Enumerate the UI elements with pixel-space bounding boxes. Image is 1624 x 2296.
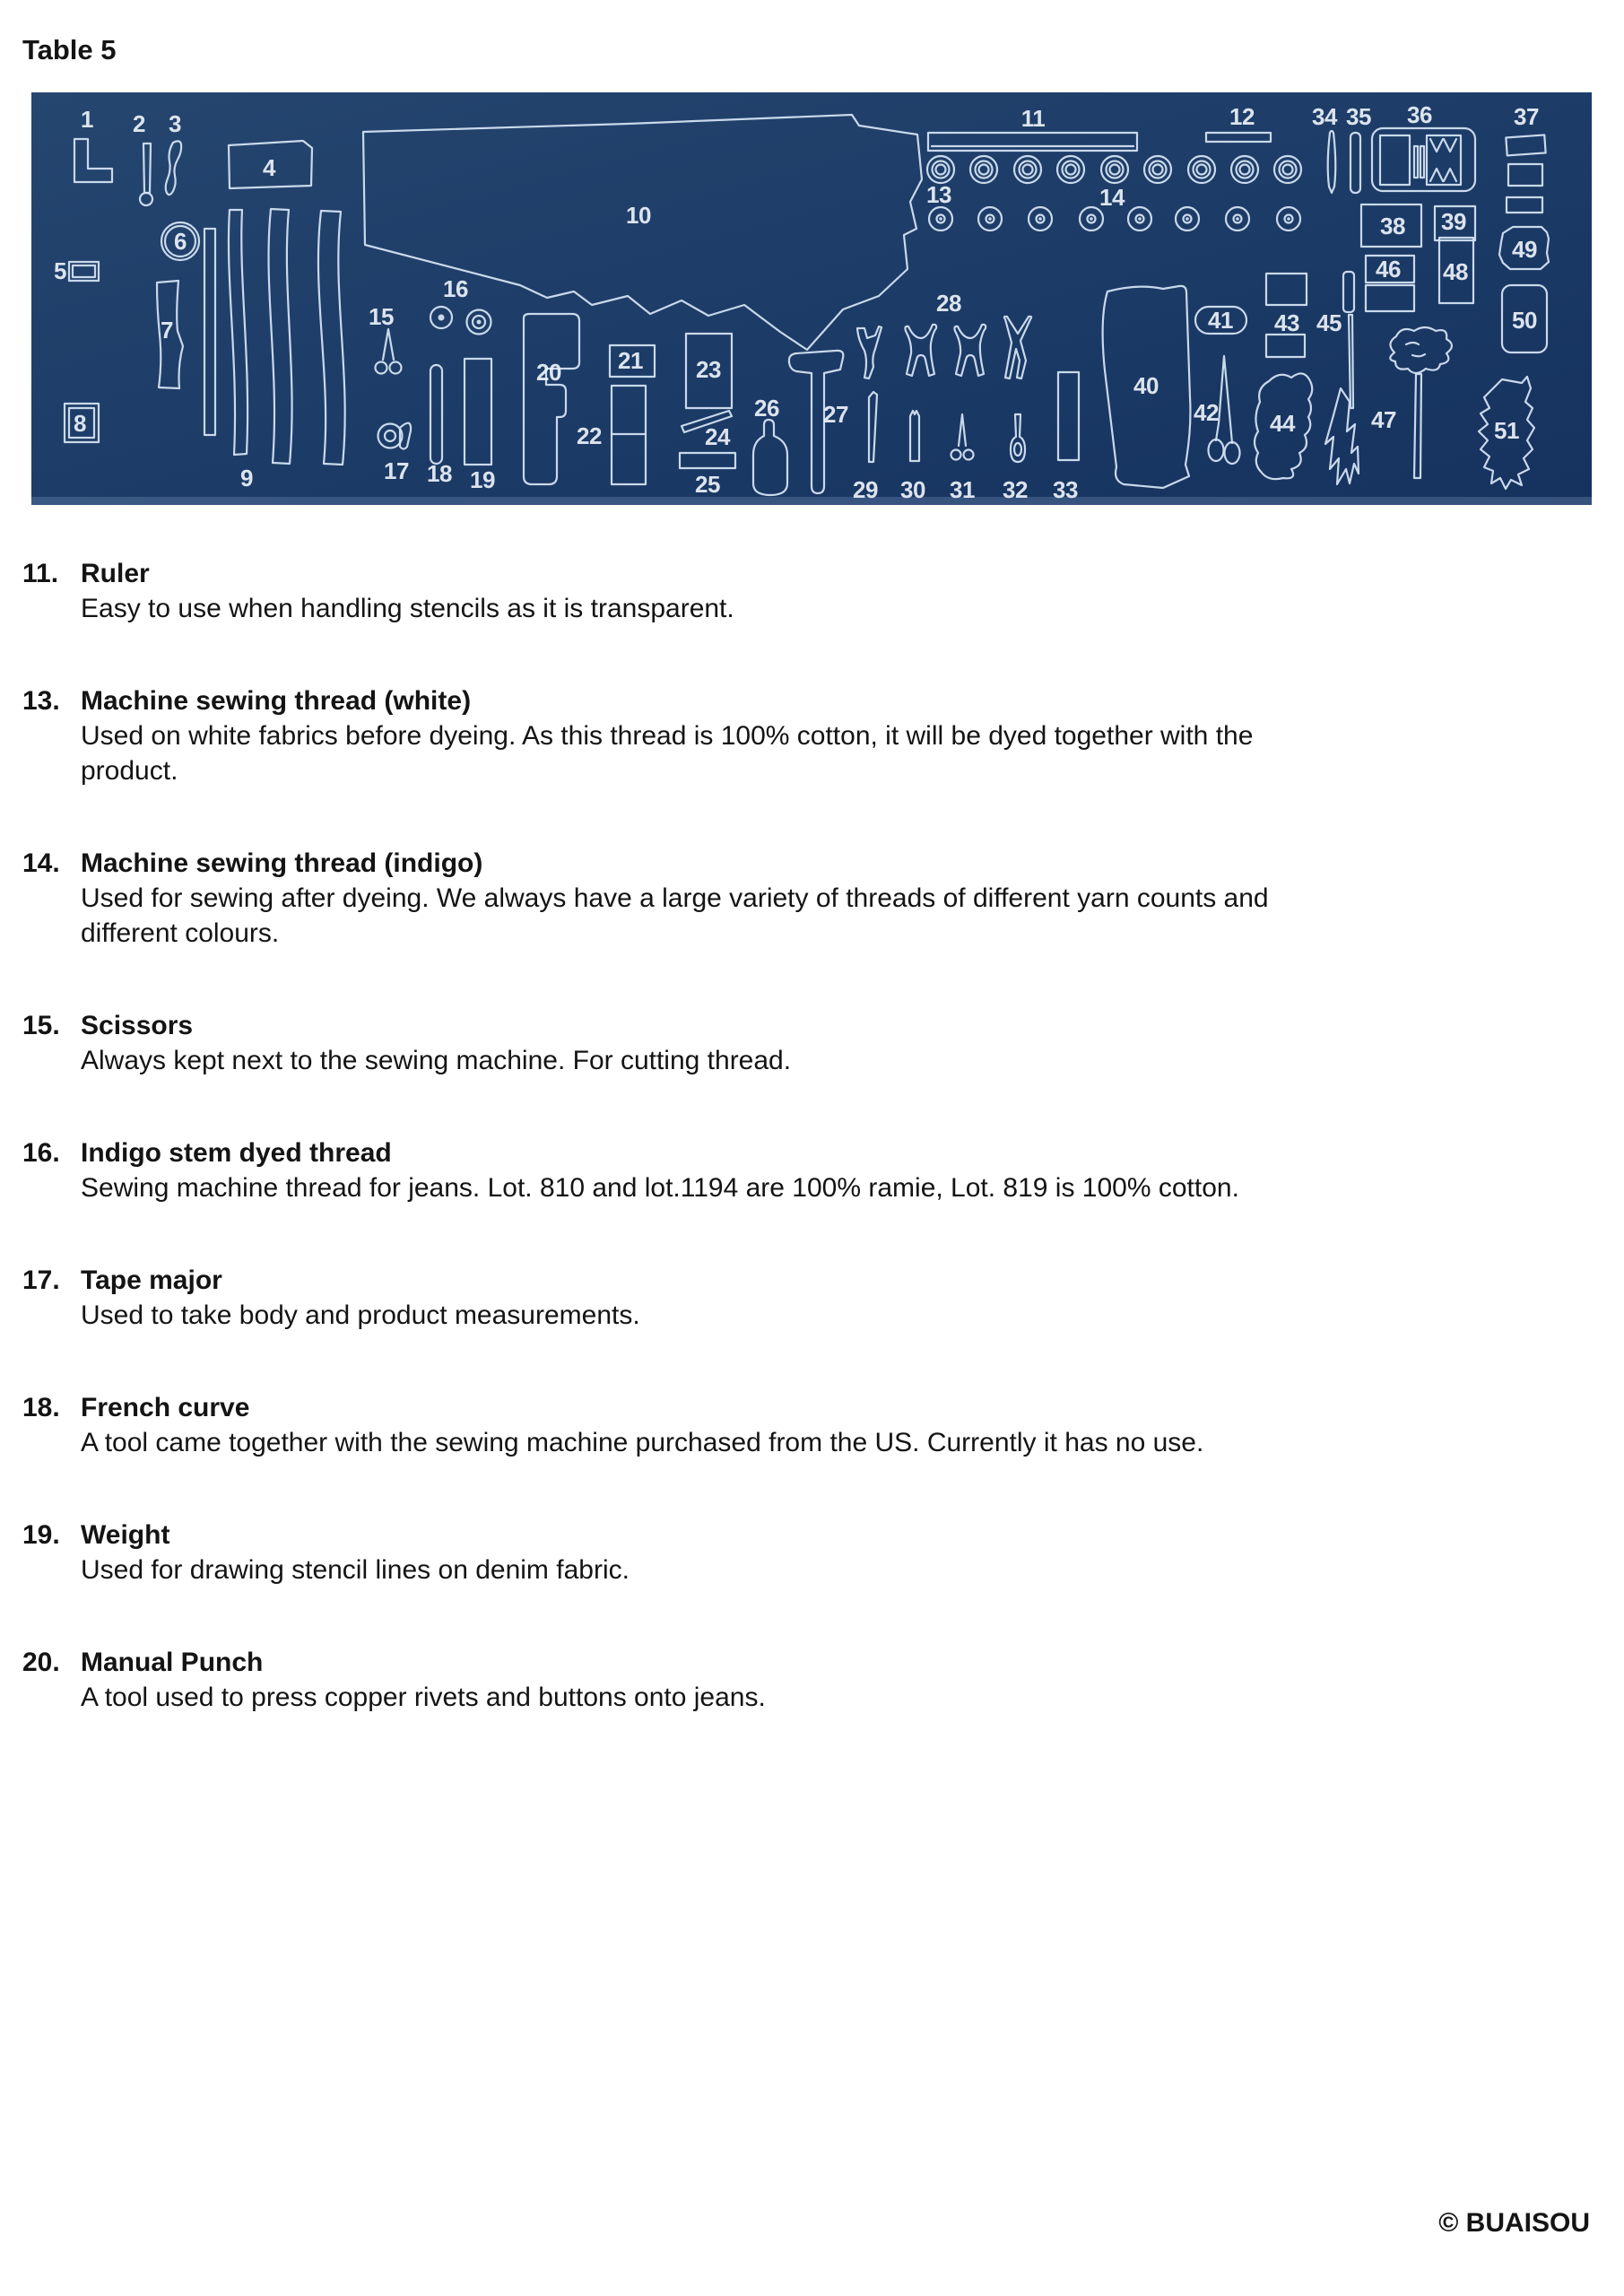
item-description: A tool used to press copper rivets and buttons onto jeans. xyxy=(81,1683,766,1712)
blueprint-figure xyxy=(31,92,1592,505)
figure-label-10: 10 xyxy=(626,202,651,229)
figure-label-37: 37 xyxy=(1514,103,1539,130)
item-number: 15. xyxy=(22,1011,60,1040)
figure-label-19: 19 xyxy=(470,466,495,493)
item-number: 19. xyxy=(22,1520,60,1550)
item-title: Weight xyxy=(81,1520,170,1550)
figure-label-31: 31 xyxy=(950,476,975,503)
item-description: Easy to use when handling stencils as it is transparent. xyxy=(81,594,734,623)
figure-label-45: 45 xyxy=(1316,309,1342,336)
figure-label-40: 40 xyxy=(1133,372,1159,399)
figure-label-29: 29 xyxy=(853,476,878,503)
item-description: Used for drawing stencil lines on denim fabric. xyxy=(81,1555,630,1585)
figure-label-12: 12 xyxy=(1229,103,1255,130)
figure-label-26: 26 xyxy=(754,395,779,422)
figure-label-51: 51 xyxy=(1494,417,1519,444)
figure-label-1: 1 xyxy=(81,106,93,133)
figure-label-2: 2 xyxy=(133,110,145,137)
figure-label-35: 35 xyxy=(1346,103,1371,130)
list-item xyxy=(22,1263,1403,1333)
item-number: 11. xyxy=(22,559,59,588)
figure-label-46: 46 xyxy=(1376,256,1401,283)
figure-label-36: 36 xyxy=(1407,101,1432,128)
figure-label-17: 17 xyxy=(384,457,409,484)
figure-label-5: 5 xyxy=(54,257,66,284)
figure-label-38: 38 xyxy=(1380,213,1405,239)
figure-label-20: 20 xyxy=(536,359,561,386)
item-number: 13. xyxy=(22,686,60,716)
figure-label-49: 49 xyxy=(1512,236,1537,263)
list-item xyxy=(22,1135,1403,1205)
cloth-bottom-edge xyxy=(31,497,1592,505)
item-description: Used for sewing after dyeing. We always have a large variety of threads of different yarn counts and different colours. xyxy=(81,883,1269,948)
figure-label-50: 50 xyxy=(1512,307,1537,334)
figure-label-39: 39 xyxy=(1441,208,1466,235)
item-title: Manual Punch xyxy=(81,1648,264,1677)
figure-label-33: 33 xyxy=(1053,476,1078,503)
item-title: French curve xyxy=(81,1393,250,1422)
item-number: 20. xyxy=(22,1648,60,1677)
figure-label-11: 11 xyxy=(1020,105,1046,132)
figure-label-14: 14 xyxy=(1099,184,1125,211)
figure-label-44: 44 xyxy=(1270,410,1295,437)
figure-label-24: 24 xyxy=(705,423,730,450)
figure-label-34: 34 xyxy=(1312,103,1337,130)
item-number: 14. xyxy=(22,848,60,878)
figure-label-15: 15 xyxy=(369,303,394,330)
figure-label-25: 25 xyxy=(695,471,720,498)
item-number: 17. xyxy=(22,1265,60,1295)
figure-label-27: 27 xyxy=(823,401,848,428)
figure-label-9: 9 xyxy=(240,465,253,491)
item-title: Indigo stem dyed thread xyxy=(81,1138,392,1168)
item-description: Always kept next to the sewing machine. For cutting thread. xyxy=(81,1046,792,1075)
figure-label-22: 22 xyxy=(577,422,602,449)
figure-label-42: 42 xyxy=(1194,399,1219,426)
item-title: Machine sewing thread (white) xyxy=(81,686,472,716)
item-description: A tool came together with the sewing machine purchased from the US. Currently it has no use. xyxy=(81,1428,1204,1457)
item-description: Sewing machine thread for jeans. Lot. 810 and lot.1194 are 100% ramie, Lot. 819 is 100% cotton. xyxy=(81,1173,1239,1203)
figure-label-32: 32 xyxy=(1003,476,1028,503)
figure-label-6: 6 xyxy=(174,228,187,255)
item-title: Scissors xyxy=(81,1011,194,1040)
item-description: Used on white fabrics before dyeing. As this thread is 100% cotton, it will be dyed together with the product. xyxy=(81,721,1254,786)
figure-label-30: 30 xyxy=(900,476,925,503)
item-description: Used to take body and product measurements. xyxy=(81,1300,640,1330)
figure-label-21: 21 xyxy=(618,347,643,374)
figure-label-48: 48 xyxy=(1443,258,1468,285)
figure-label-43: 43 xyxy=(1274,309,1299,336)
item-title: Ruler xyxy=(81,559,150,588)
figure-label-16: 16 xyxy=(443,275,468,302)
figure-label-23: 23 xyxy=(696,356,721,383)
list-item xyxy=(22,683,1403,788)
figure-label-4: 4 xyxy=(263,154,275,181)
list-item xyxy=(22,1390,1403,1460)
figure-label-18: 18 xyxy=(427,460,452,487)
figure-label-8: 8 xyxy=(74,410,86,437)
list-item xyxy=(22,1645,1403,1715)
list-item xyxy=(22,1518,1403,1587)
figure-label-28: 28 xyxy=(936,290,961,317)
item-number: 16. xyxy=(22,1138,60,1168)
item-title: Machine sewing thread (indigo) xyxy=(81,848,483,878)
page-title: Table 5 xyxy=(22,34,117,65)
list-item xyxy=(22,1008,1403,1078)
list-item xyxy=(22,846,1403,951)
figure-label-41: 41 xyxy=(1208,307,1233,334)
figure-label-13: 13 xyxy=(926,181,951,208)
list-item xyxy=(22,556,1403,626)
figure-label-47: 47 xyxy=(1371,406,1396,433)
copyright-footer: © BUAISOU xyxy=(1438,2208,1590,2238)
blueprint-svg xyxy=(31,92,1592,505)
figure-label-3: 3 xyxy=(169,110,181,137)
item-number: 18. xyxy=(22,1393,60,1422)
tool-list xyxy=(22,556,1403,1772)
item-title: Tape major xyxy=(81,1265,222,1295)
figure-label-7: 7 xyxy=(161,317,173,344)
